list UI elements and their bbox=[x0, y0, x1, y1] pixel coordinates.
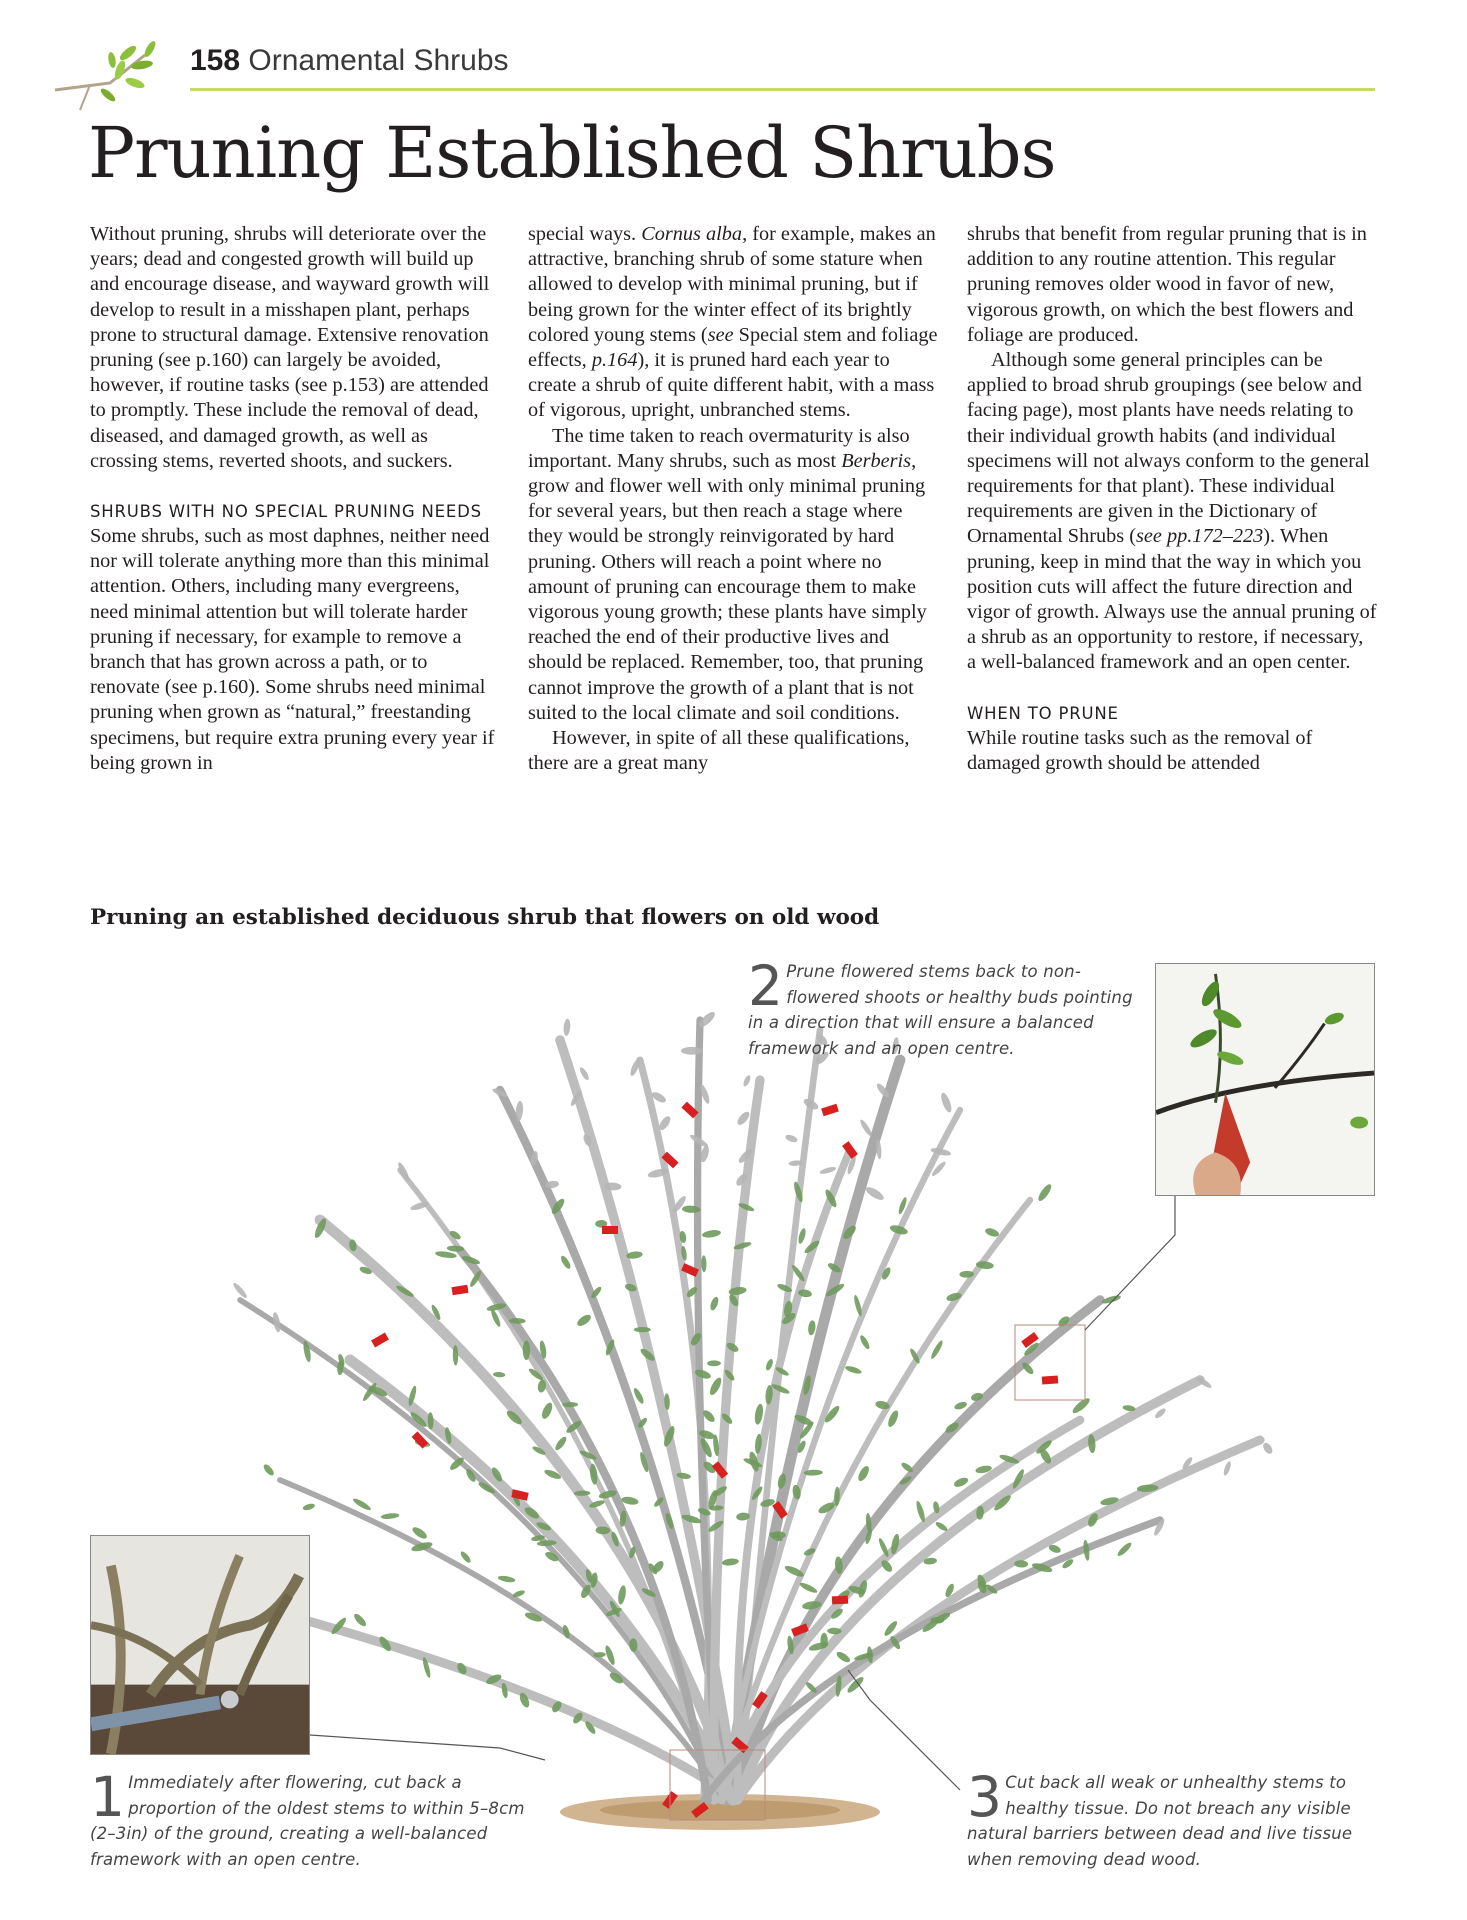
page-number: 158 bbox=[190, 44, 241, 77]
paragraph: Although some general principles can be applied to broad shrub groupings (see below and facing page), most plants have needs relating to their individual growth habits (and individual specimens will not always conform to the general requirements for that plant). These individual requirements are given in the Dictionary of Ornamental Shrubs (see pp.172–223). When pruning, keep in mind that the way in which you position cuts will affect the future direction and vigor of growth. Always use the annual pruning of a shrub as an opportunity to restore, if necessary, a well-balanced framework and an open center. bbox=[967, 349, 1377, 674]
step-number: 1 bbox=[90, 1765, 126, 1829]
step-text: Immediately after flowering, cut back a proportion of the oldest stems to within 5–8cm (2–3in) of the ground, creating a well-balanced framework with an open centre. bbox=[90, 1773, 525, 1869]
subheading: WHEN TO PRUNE bbox=[967, 703, 1119, 723]
paragraph: While routine tasks such as the removal of damaged growth should be attended bbox=[967, 726, 1313, 774]
step-2-callout bbox=[748, 954, 1138, 1061]
step-number: 3 bbox=[967, 1765, 1003, 1829]
text-column-2 bbox=[528, 222, 938, 776]
paragraph: However, in spite of all these qualifications, there are a great many bbox=[528, 727, 910, 775]
subheading: SHRUBS WITH NO SPECIAL PRUNING NEEDS bbox=[90, 502, 482, 522]
pruning-photo-top bbox=[1155, 963, 1375, 1196]
running-head bbox=[190, 44, 509, 78]
paragraph: Some shrubs, such as most daphnes, neither need nor will tolerate anything more than this minimal attention. Others, including many evergreens, need minimal attention but will tolerate harder pruning if necessary, for example to remove a branch that has grown across a path, or to renovate (see p.160). Some shrubs need minimal pruning when grown as “natural,” freestanding specimens, but require extra pruning every year if being grown in bbox=[90, 525, 495, 774]
paragraph: The time taken to reach overmaturity is also important. Many shrubs, such as most Berberis, grow and flower well with only minimal pruning for several years, but then reach a stage where they would be strongly reinvigorated by hard pruning. Others will reach a point where no amount of pruning can encourage them to make vigorous young growth; these plants have simply reached the end of their productive lives and should be replaced. Remember, too, that pruning cannot improve the growth of a plant that is not suited to the local climate and soil conditions. bbox=[528, 424, 927, 724]
shrub-illustration bbox=[200, 1000, 1280, 1860]
page-title: Pruning Established Shrubs bbox=[88, 112, 1056, 194]
section-name: Ornamental Shrubs bbox=[248, 44, 509, 77]
text-column-1 bbox=[90, 222, 500, 776]
step-3-callout bbox=[967, 1765, 1377, 1872]
paragraph: Without pruning, shrubs will deteriorate over the years; dead and congested growth will build up and encourage disease, and wayward growth will develop to result in a misshapen plant, perhaps prone to structural damage. Extensive renovation pruning (see p.160) can largely be avoided, however, if routine tasks (see p.153) are attended to promptly. These include the removal of dead, diseased, and damaged growth, as well as crossing stems, reverted shoots, and suckers. bbox=[90, 223, 490, 472]
step-1-callout bbox=[90, 1765, 530, 1872]
text-column-3 bbox=[967, 222, 1377, 776]
pruning-photo-bottom bbox=[90, 1535, 310, 1755]
header-rule bbox=[190, 88, 1375, 91]
step-number: 2 bbox=[748, 954, 784, 1018]
paragraph: special ways. Cornus alba, for example, makes an attractive, branching shrub of some stature when allowed to develop with minimal pruning, but if being grown for the winter effect of its brightly colored young stems (see Special stem and foliage effects, p.164), it is pruned hard each year to create a shrub of quite different habit, with a mass of vigorous, upright, unbranched stems. bbox=[528, 223, 938, 422]
step-text: Cut back all weak or unhealthy stems to healthy tissue. Do not breach any visible natural barriers between dead and live tissue when removing dead wood. bbox=[967, 1773, 1353, 1869]
step-text: Prune flowered stems back to non-flowered shoots or healthy buds pointing in a direction that will ensure a balanced framework and an open centre. bbox=[748, 962, 1133, 1058]
figure-title: Pruning an established deciduous shrub that flowers on old wood bbox=[90, 905, 880, 930]
paragraph: shrubs that benefit from regular pruning that is in addition to any routine attention. This regular pruning removes older wood in favor of new, vigorous growth, on which the best flowers and foliage are produced. bbox=[967, 223, 1367, 346]
